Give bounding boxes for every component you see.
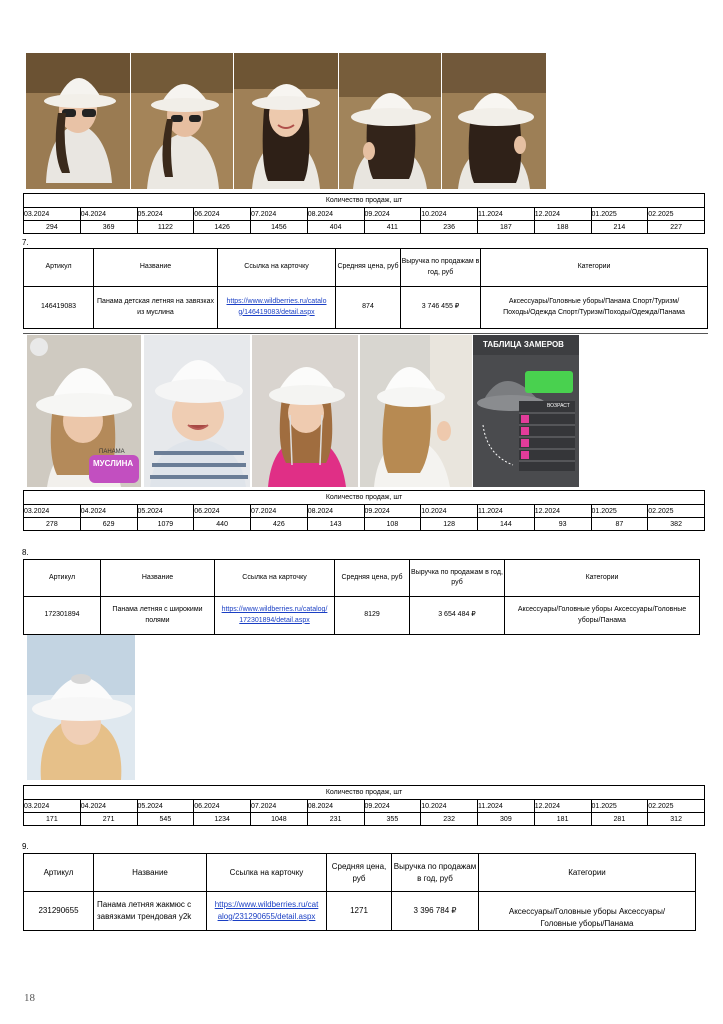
price-value: 1271	[327, 892, 392, 931]
month-cell: 04.2024	[80, 208, 137, 221]
month-cell: 10.2024	[421, 800, 478, 813]
month-cell: 01.2025	[591, 208, 648, 221]
month-cell: 09.2024	[364, 800, 421, 813]
section-number-9: 9.	[22, 842, 29, 851]
page-number: 18	[24, 992, 35, 1004]
month-cell: 10.2024	[421, 208, 478, 221]
sales-value-cell: 294	[24, 221, 81, 234]
product-link[interactable]: https://www.wildberries.ru/catalog/146419083/detail.aspx	[218, 287, 336, 329]
product-photo-woman-smiling	[234, 53, 338, 189]
month-cell: 04.2024	[80, 505, 137, 518]
header-categories: Категории	[505, 560, 700, 597]
sales-value-cell: 231	[307, 813, 364, 826]
categories-value: Аксессуары/Головные уборы Аксессуары/Головные уборы/Панама	[479, 892, 696, 931]
month-cell: 01.2025	[591, 505, 648, 518]
product-table-data-row	[24, 597, 700, 635]
sales-value-cell: 93	[534, 518, 591, 531]
month-cell: 11.2024	[478, 800, 535, 813]
month-cell: 08.2024	[307, 505, 364, 518]
product-table-header-row	[24, 854, 696, 892]
month-cell: 08.2024	[307, 800, 364, 813]
sales-table-1	[23, 193, 705, 234]
sales-value-cell: 171	[24, 813, 81, 826]
header-article: Артикул	[24, 854, 94, 892]
month-cell: 10.2024	[421, 505, 478, 518]
product-photo-child-muslin	[27, 335, 141, 487]
month-cell: 05.2024	[137, 800, 194, 813]
article-value: 172301894	[24, 597, 101, 635]
revenue-value: 3 396 784 ₽	[392, 892, 479, 931]
product-photo-woman-sunglasses	[26, 53, 130, 189]
sales-value-cell: 214	[591, 221, 648, 234]
sales-value-cell: 187	[478, 221, 535, 234]
sales-value-cell: 369	[80, 221, 137, 234]
product-name: Панама летняя с широкими полями	[101, 597, 215, 635]
month-cell: 04.2024	[80, 800, 137, 813]
product-table-8	[23, 559, 700, 635]
product-photo-hat-back-view	[339, 53, 441, 189]
header-link: Ссылка на карточку	[207, 854, 327, 892]
month-cell: 05.2024	[137, 208, 194, 221]
product-photo-woman-sunglasses-2	[131, 53, 233, 189]
article-value: 231290655	[24, 892, 94, 931]
sales-table-values-row	[24, 518, 705, 531]
size-chart-title: ТАБЛИЦА ЗАМЕРОВ	[483, 340, 564, 349]
price-value: 874	[336, 287, 401, 329]
product-link[interactable]: https://www.wildberries.ru/catalog/231290655/detail.aspx	[207, 892, 327, 931]
sales-value-cell: 144	[478, 518, 535, 531]
size-chart-image	[473, 335, 579, 487]
categories-value: Аксессуары/Головные уборы/Панама Спорт/Туризм/Походы/Одежда Спорт/Туризм/Походы/Одежда/Панама	[481, 287, 708, 329]
header-revenue: Выручка по продажам в год, руб	[392, 854, 479, 892]
sales-value-cell: 426	[251, 518, 308, 531]
sales-table-header: Количество продаж, шт	[24, 491, 705, 505]
product-table-data-row	[24, 287, 708, 329]
header-price: Средняя цена, руб	[336, 249, 401, 287]
sales-table-3	[23, 785, 705, 826]
size-chart-age-label: ВОЗРАСТ	[547, 403, 570, 409]
month-cell: 03.2024	[24, 505, 81, 518]
header-revenue: Выручка по продажам в год, руб	[410, 560, 505, 597]
sales-value-cell: 1456	[251, 221, 308, 234]
month-cell: 11.2024	[478, 505, 535, 518]
photo-label-panama: ПАНАМА	[99, 449, 125, 455]
sales-value-cell: 1426	[194, 221, 251, 234]
product-photo-girl-pink	[252, 335, 358, 487]
sales-value-cell: 309	[478, 813, 535, 826]
product-table-9	[23, 853, 696, 931]
product-photo-girl-wall	[360, 335, 472, 487]
sales-table-header: Количество продаж, шт	[24, 786, 705, 800]
header-categories: Категории	[481, 249, 708, 287]
sales-value-cell: 312	[648, 813, 705, 826]
sales-value-cell: 411	[364, 221, 421, 234]
month-cell: 12.2024	[534, 208, 591, 221]
month-cell: 05.2024	[137, 505, 194, 518]
sales-table-months-row	[24, 800, 705, 813]
month-cell: 02.2025	[648, 208, 705, 221]
header-link: Ссылка на карточку	[218, 249, 336, 287]
sales-value-cell: 1079	[137, 518, 194, 531]
revenue-value: 3 654 484 ₽	[410, 597, 505, 635]
header-article: Артикул	[24, 249, 94, 287]
section-number-7: 7.	[22, 238, 29, 247]
header-price: Средняя цена, руб	[335, 560, 410, 597]
product-table-header-row	[24, 560, 700, 597]
header-name: Название	[94, 854, 207, 892]
month-cell: 01.2025	[591, 800, 648, 813]
sales-value-cell: 143	[307, 518, 364, 531]
photo-label-muslin: МУСЛИНА	[93, 459, 134, 468]
sales-value-cell: 227	[648, 221, 705, 234]
sales-table-values-row	[24, 221, 705, 234]
sales-value-cell: 181	[534, 813, 591, 826]
product-photo-woman-wide-brim	[27, 635, 135, 780]
month-cell: 09.2024	[364, 208, 421, 221]
month-cell: 06.2024	[194, 208, 251, 221]
header-link: Ссылка на карточку	[215, 560, 335, 597]
product-name: Панама детская летняя на завязках из муслина	[94, 287, 218, 329]
sales-value-cell: 1048	[251, 813, 308, 826]
product-table-data-row	[24, 892, 696, 931]
product-photo-hat-back-view-2	[442, 53, 546, 189]
sales-value-cell: 271	[80, 813, 137, 826]
product-link[interactable]: https://www.wildberries.ru/catalog/172301894/detail.aspx	[215, 597, 335, 635]
sales-value-cell: 278	[24, 518, 81, 531]
month-cell: 08.2024	[307, 208, 364, 221]
month-cell: 09.2024	[364, 505, 421, 518]
month-cell: 02.2025	[648, 800, 705, 813]
product-name: Панама летняя жакмюс с завязками трендовая y2k	[94, 892, 207, 931]
sales-value-cell: 629	[80, 518, 137, 531]
header-name: Название	[94, 249, 218, 287]
sales-value-cell: 236	[421, 221, 478, 234]
sales-table-header: Количество продаж, шт	[24, 194, 705, 208]
sales-table-months-row	[24, 208, 705, 221]
sales-value-cell: 188	[534, 221, 591, 234]
sales-value-cell: 545	[137, 813, 194, 826]
sales-value-cell: 232	[421, 813, 478, 826]
header-name: Название	[101, 560, 215, 597]
month-cell: 03.2024	[24, 800, 81, 813]
sales-value-cell: 382	[648, 518, 705, 531]
product-photo-baby	[144, 335, 250, 487]
sales-value-cell: 87	[591, 518, 648, 531]
sales-table-2	[23, 490, 705, 531]
header-article: Артикул	[24, 560, 101, 597]
header-price: Средняя цена, руб	[327, 854, 392, 892]
month-cell: 11.2024	[478, 208, 535, 221]
month-cell: 06.2024	[194, 505, 251, 518]
sales-value-cell: 404	[307, 221, 364, 234]
article-value: 146419083	[24, 287, 94, 329]
month-cell: 12.2024	[534, 505, 591, 518]
section-number-8: 8.	[22, 548, 29, 557]
sales-table-months-row	[24, 505, 705, 518]
sales-value-cell: 1122	[137, 221, 194, 234]
price-value: 8129	[335, 597, 410, 635]
header-categories: Категории	[479, 854, 696, 892]
product-table-7	[23, 248, 708, 329]
sales-table-values-row	[24, 813, 705, 826]
sales-value-cell: 440	[194, 518, 251, 531]
categories-value: Аксессуары/Головные уборы Аксессуары/Головные уборы/Панама	[505, 597, 700, 635]
month-cell: 07.2024	[251, 208, 308, 221]
sales-value-cell: 108	[364, 518, 421, 531]
sales-value-cell: 128	[421, 518, 478, 531]
header-revenue: Выручка по продажам в год, руб	[401, 249, 481, 287]
sales-value-cell: 1234	[194, 813, 251, 826]
month-cell: 12.2024	[534, 800, 591, 813]
month-cell: 06.2024	[194, 800, 251, 813]
divider	[23, 333, 708, 334]
month-cell: 07.2024	[251, 800, 308, 813]
month-cell: 02.2025	[648, 505, 705, 518]
sales-value-cell: 355	[364, 813, 421, 826]
product-table-header-row	[24, 249, 708, 287]
revenue-value: 3 746 455 ₽	[401, 287, 481, 329]
month-cell: 07.2024	[251, 505, 308, 518]
month-cell: 03.2024	[24, 208, 81, 221]
sales-value-cell: 281	[591, 813, 648, 826]
